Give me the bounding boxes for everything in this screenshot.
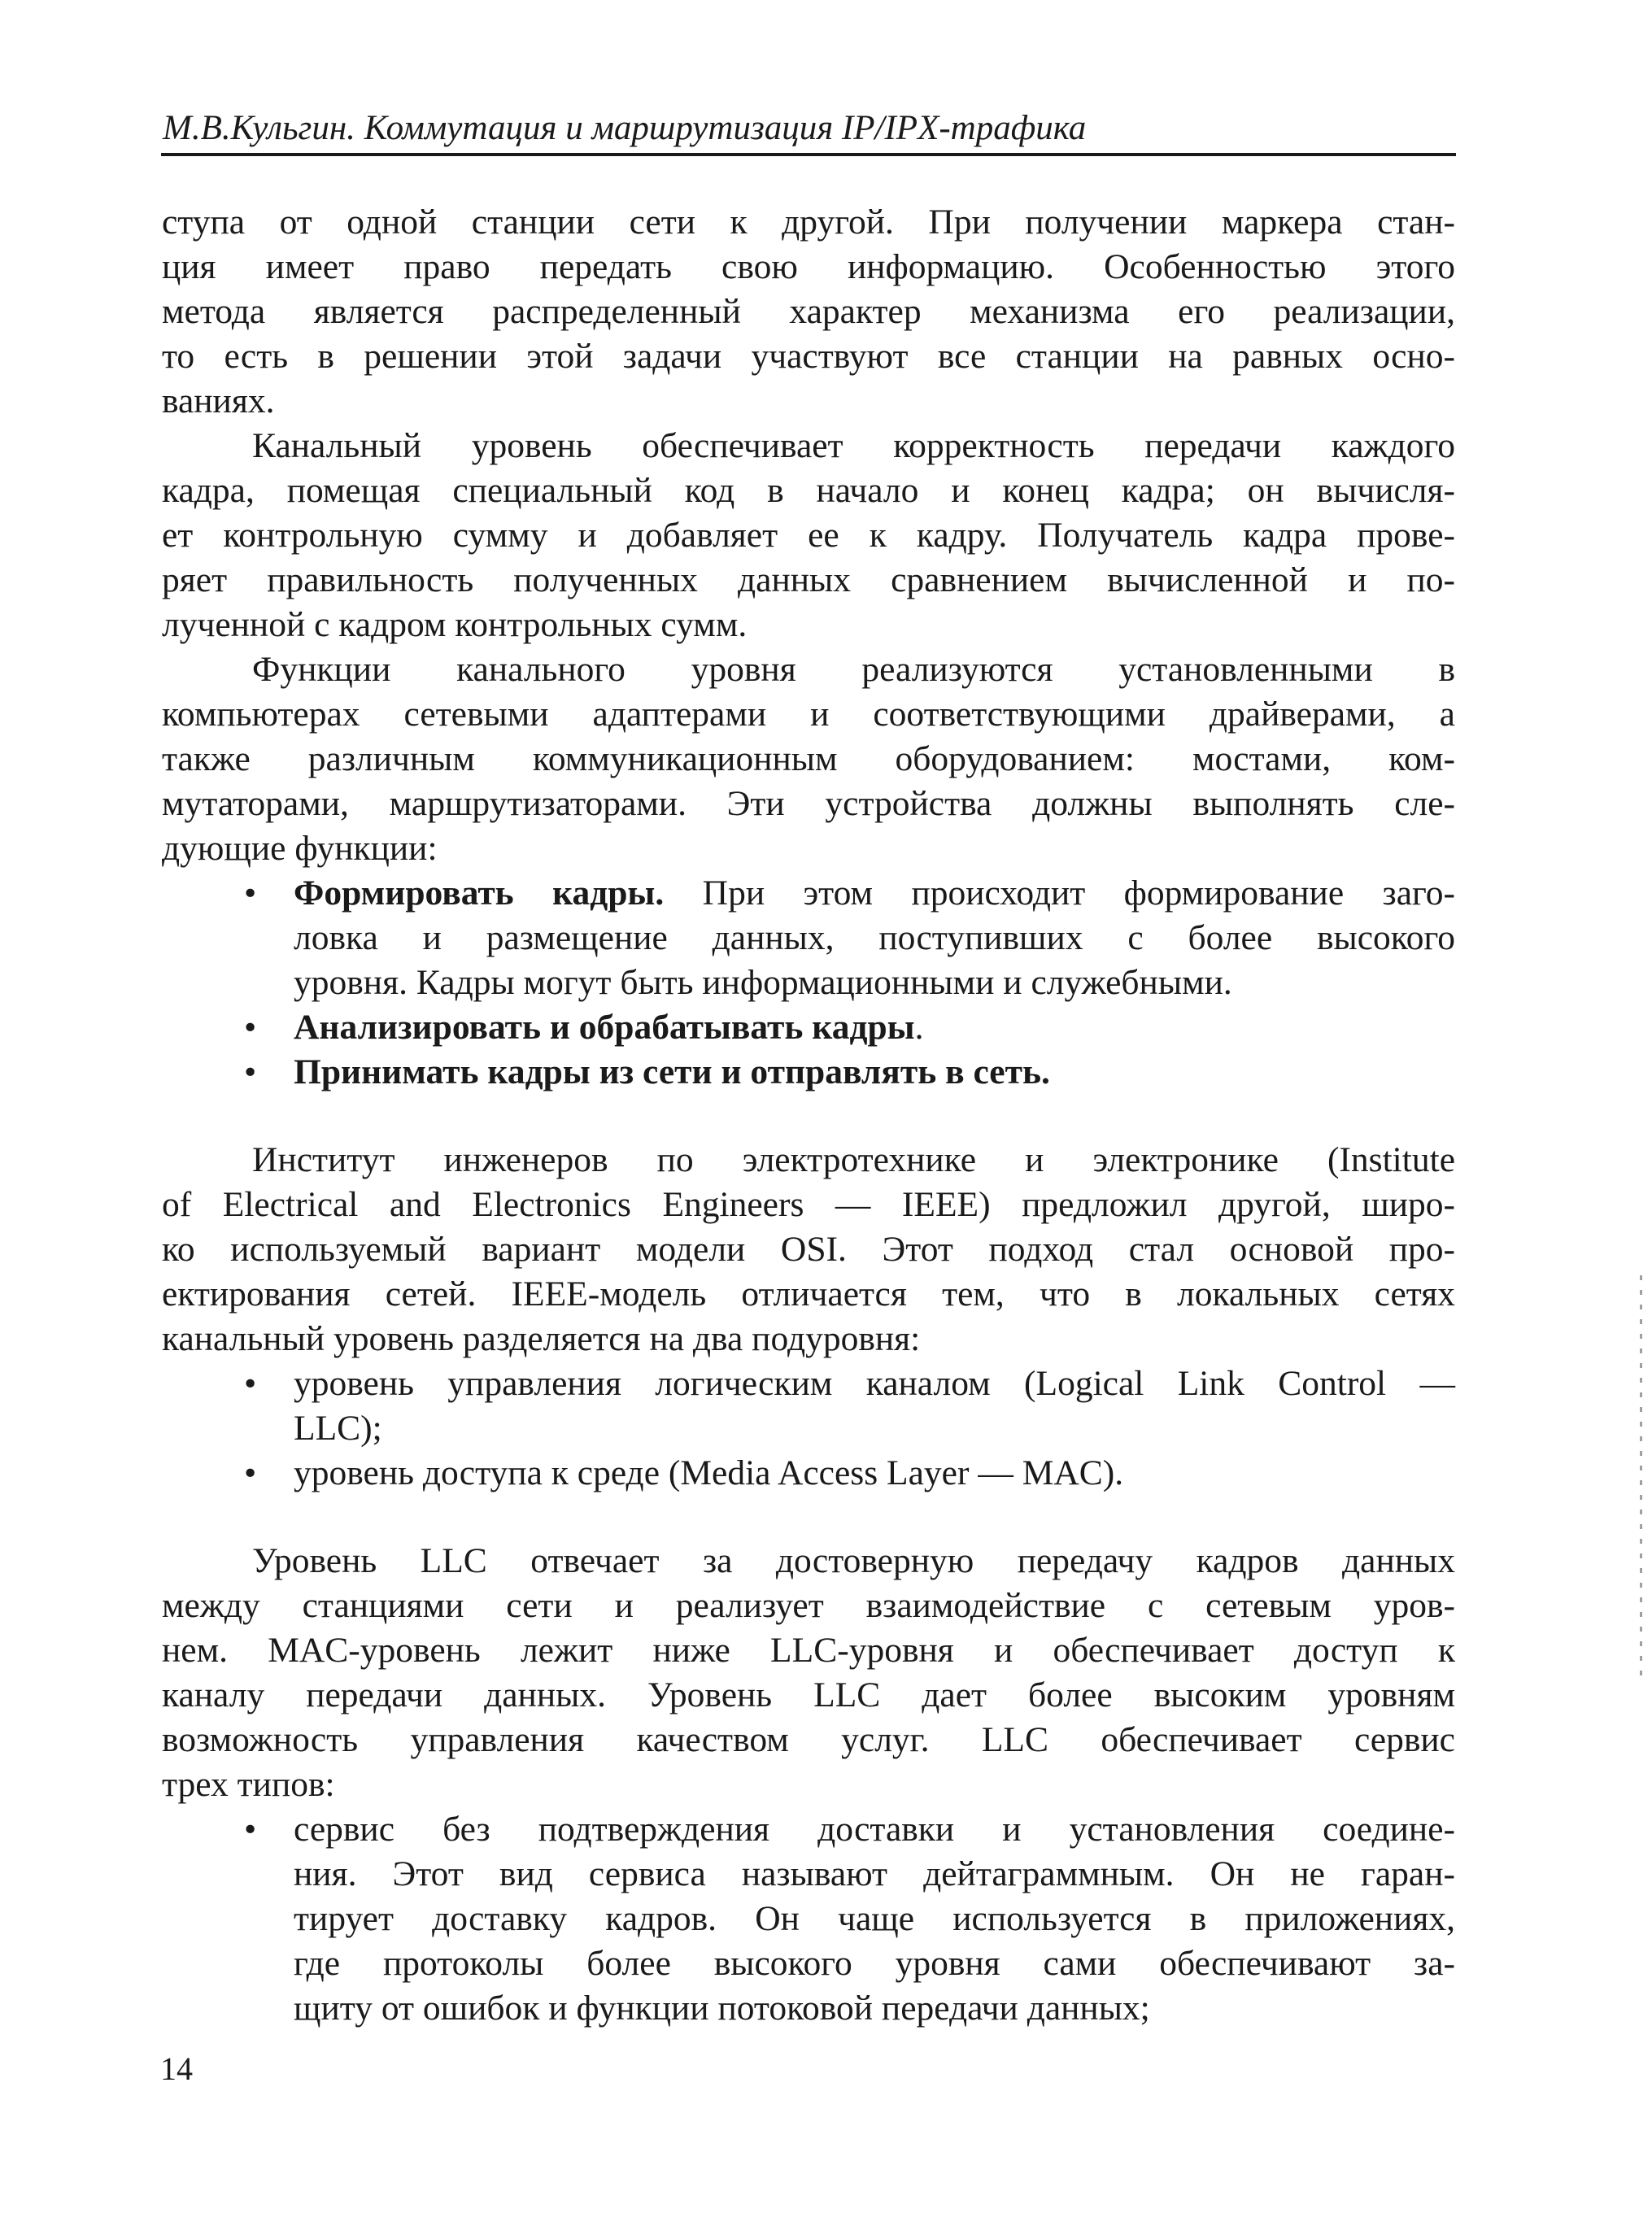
text-line: каналу передачи данных. Уровень LLC дает более высоким уровням xyxy=(162,1675,1455,1714)
paragraph-gap xyxy=(162,1095,1455,1138)
text-line: уровень доступа к среде (Media Access Layer — MAC). xyxy=(294,1453,1124,1492)
scan-edge-marks xyxy=(1640,1275,1642,1682)
text-line: ет контрольную сумму и добавляет ее к кадру. Получатель кадра прове- xyxy=(162,516,1455,555)
text-line: где протоколы более высокого уровня сами обеспечивают за- xyxy=(294,1944,1455,1983)
services-list xyxy=(162,1807,1455,2031)
text-line: ступа от одной станции сети к другой. При получении маркера стан- xyxy=(162,203,1455,242)
list-item xyxy=(162,1807,1455,2031)
paragraph-ieee-model xyxy=(162,1138,1455,1362)
text-line: компьютерах сетевыми адаптерами и соответствующими драйверами, а xyxy=(162,695,1455,734)
text-line: метода является распределенный характер механизма его реализации, xyxy=(162,292,1455,331)
functions-list xyxy=(162,871,1455,1095)
text-line: Уровень LLC отвечает за достоверную передачу кадров данных xyxy=(252,1541,1455,1580)
list-item xyxy=(162,1050,1455,1095)
paragraph-gap xyxy=(162,1496,1455,1539)
text-line: ция имеет право передать свою информацию. Особенностью этого xyxy=(162,247,1455,286)
page-number: 14 xyxy=(160,2050,193,2087)
bullet-icon: • xyxy=(244,1453,257,1492)
body-text xyxy=(162,200,1455,2031)
text-line: ряет правильность полученных данных сравнением вычисленной и по- xyxy=(162,560,1455,599)
text-line: тирует доставку кадров. Он чаще используется в приложениях, xyxy=(294,1899,1455,1938)
text-line: Институт инженеров по электротехнике и электронике (Institute xyxy=(252,1140,1455,1179)
text-line: кадра, помещая специальный код в начало и конец кадра; он вычисля- xyxy=(162,471,1455,510)
bullet-icon: • xyxy=(244,1052,257,1091)
text-line: возможность управления качеством услуг. LLC обеспечивает сервис xyxy=(162,1720,1455,1759)
text-line: ко используемый вариант модели OSI. Этот подход стал основой про- xyxy=(162,1230,1455,1269)
text-line: между станциями сети и реализует взаимодействие с сетевым уров- xyxy=(162,1586,1455,1625)
bullet-icon: • xyxy=(244,1810,257,1849)
list-item xyxy=(162,1005,1455,1050)
bullet-icon: • xyxy=(244,874,257,913)
text-line: то есть в решении этой задачи участвуют все станции на равных осно- xyxy=(162,337,1455,376)
paragraph-data-link-functions xyxy=(162,647,1455,871)
list-item xyxy=(162,871,1455,1005)
text-line: LLC); xyxy=(294,1409,382,1448)
text-line: сервис без подтверждения доставки и установления соедине- xyxy=(294,1810,1455,1849)
sublayers-list xyxy=(162,1362,1455,1496)
text-line: канальный уровень разделяется на два подуровня: xyxy=(162,1319,921,1358)
paragraph-token-passing xyxy=(162,200,1455,424)
bold-term: Анализировать и обрабатывать кадры xyxy=(294,1008,915,1047)
text-line: лученной с кадром контрольных сумм. xyxy=(162,605,748,644)
bullet-icon: • xyxy=(244,1364,257,1403)
text-fragment: При этом происходит формирование заго- xyxy=(664,874,1455,913)
text-line: щиту от ошибок и функции потоковой передачи данных; xyxy=(294,1989,1150,2028)
text-line: ловка и размещение данных, поступивших с более высокого xyxy=(294,918,1455,957)
text-line xyxy=(294,1005,1455,1050)
text-line xyxy=(294,871,1455,916)
header-rule xyxy=(161,153,1456,156)
text-line: Канальный уровень обеспечивает корректность передачи каждого xyxy=(252,426,1455,465)
text-line: мутаторами, маршрутизаторами. Эти устройства должны выполнять сле- xyxy=(162,784,1455,823)
text-line: дующие функции: xyxy=(162,829,438,868)
text-line: ектирования сетей. IEEE-модель отличается тем, что в локальных сетях xyxy=(162,1274,1455,1314)
text-line: уровень управления логическим каналом (Logical Link Control — xyxy=(294,1364,1455,1403)
list-item xyxy=(162,1451,1455,1496)
text-line: of Electrical and Electronics Engineers — IEEE) предложил другой, широ- xyxy=(162,1185,1455,1224)
text-line: также различным коммуникационным оборудованием: мостами, ком- xyxy=(162,739,1455,778)
paragraph-llc xyxy=(162,1539,1455,1807)
text-line xyxy=(294,1050,1455,1095)
text-line: ваниях. xyxy=(162,381,275,420)
text-line: нем. MAC-уровень лежит ниже LLC-уровня и обеспечивает доступ к xyxy=(162,1631,1455,1670)
text-fragment: . xyxy=(914,1008,924,1047)
text-line: трех типов: xyxy=(162,1765,335,1804)
running-header: М.В.Кульгин. Коммутация и маршрутизация IP/IPX-трафика xyxy=(163,109,1087,147)
bold-term: Формировать кадры. xyxy=(294,874,665,913)
paragraph-data-link-correctness xyxy=(162,424,1455,647)
bullet-icon: • xyxy=(244,1008,257,1047)
list-item xyxy=(162,1362,1455,1451)
text-line: уровня. Кадры могут быть информационными и служебными. xyxy=(294,963,1232,1002)
text-line: Функции канального уровня реализуются установленными в xyxy=(252,650,1455,689)
bold-term: Принимать кадры из сети и отправлять в сеть. xyxy=(294,1052,1050,1091)
text-line: ния. Этот вид сервиса называют дейтаграммным. Он не гаран- xyxy=(294,1854,1455,1893)
